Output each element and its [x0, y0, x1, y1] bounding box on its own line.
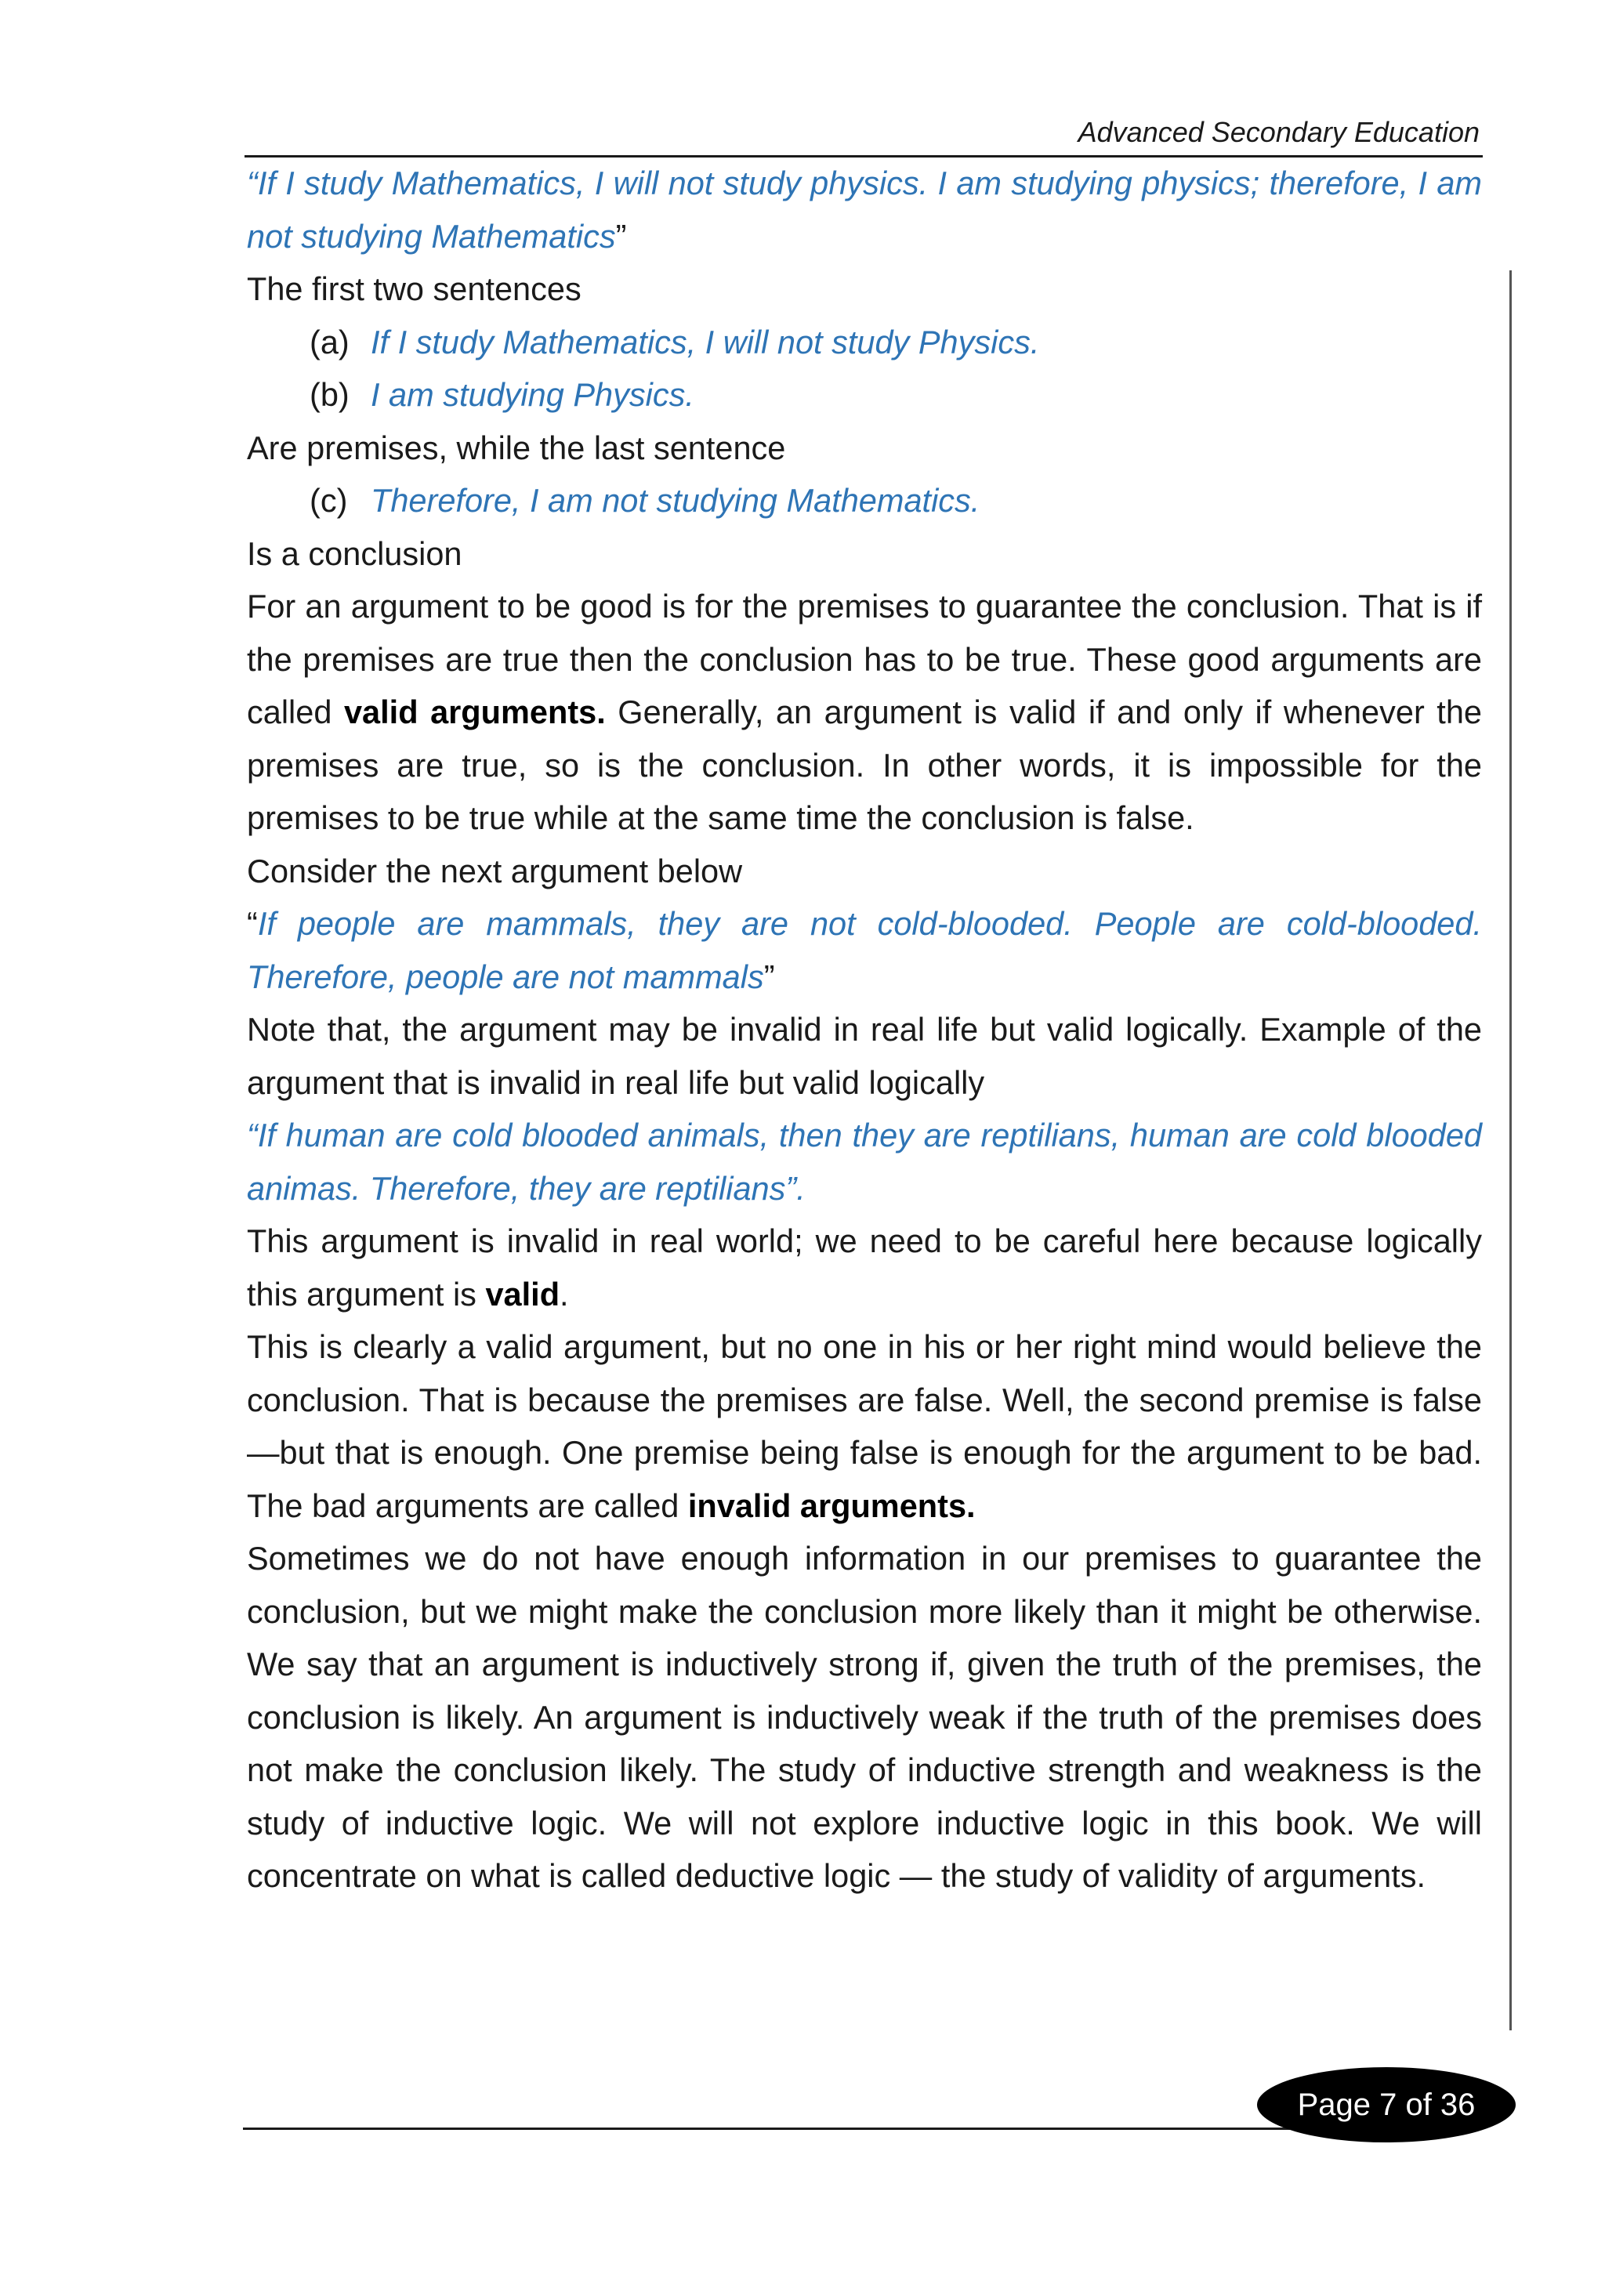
term-valid: valid — [485, 1275, 560, 1313]
page-content — [247, 157, 1482, 1903]
quote-close: ” — [763, 958, 775, 995]
margin-rule — [1509, 270, 1512, 2030]
paragraph-text: . — [560, 1275, 569, 1313]
list-item — [247, 316, 1482, 369]
invalid-real-world-paragraph — [247, 1215, 1482, 1320]
valid-arguments-paragraph — [247, 580, 1482, 845]
quote-paragraph-1 — [247, 157, 1482, 263]
item-label: (a) — [310, 323, 350, 360]
quote-close: ” — [615, 217, 627, 255]
paragraph-text: For an argument to be good is for the premises to guarantee the conclusion. That is if the premises are true then the conclusion has to be true. These good arguments are called — [247, 588, 1482, 730]
item-text: Therefore, I am not studying Mathematics. — [371, 482, 980, 519]
running-header: Advanced Secondary Education — [1078, 116, 1480, 148]
quote-paragraph-3: “If human are cold blooded animals, then they are reptilians, human are cold blooded animas. Therefore, they are reptilians”. — [247, 1117, 1482, 1207]
item-label: (b) — [310, 376, 350, 413]
is-conclusion-line: Is a conclusion — [247, 534, 462, 572]
list-item — [247, 368, 1482, 422]
term-invalid-arguments: invalid arguments. — [687, 1487, 976, 1524]
paragraph-text: This is clearly a valid argument, but no one in his or her right mind would believe the conclusion. That is because the premises are false. Well, the second premise is false—but that is enough. One premise being false is enough for the argument to be bad. The bad arguments are called — [247, 1328, 1482, 1524]
item-label: (c) — [310, 482, 348, 519]
quote-paragraph-2 — [247, 897, 1482, 1003]
quote-open: “ — [247, 905, 258, 942]
term-valid-arguments: valid arguments. — [343, 694, 606, 730]
footer-divider — [243, 2128, 1364, 2130]
paragraph-text: Generally, an argument is valid if and only if whenever the premises are true, so is the conclusion. In other words, it is impossible for the premises to be true while at the same time the conclusion is false. — [247, 694, 1482, 836]
inductive-logic-paragraph: Sometimes we do not have enough information in our premises to guarantee the conclusion, but we might make the conclusion more likely than it might be otherwise. We say that an argument is inductively strong if, given the truth of the premises, the conclusion is likely. An argument is inductively weak if the truth of the premises does not make the conclusion likely. The study of inductive strength and weakness is the study of inductive logic. We will not explore inductive logic in this book. We will concentrate on what is called deductive logic — the study of validity of arguments. — [247, 1540, 1482, 1894]
consider-line: Consider the next argument below — [247, 852, 743, 889]
list-item — [247, 474, 1482, 527]
are-premises-line: Are premises, while the last sentence — [247, 429, 786, 466]
page-number-badge: Page 7 of 36 — [1257, 2067, 1516, 2142]
item-text: I am studying Physics. — [371, 376, 694, 413]
item-text: If I study Mathematics, I will not study Physics. — [371, 323, 1040, 360]
paragraph-text: This argument is invalid in real world; we need to be careful here because logically this argument is — [247, 1222, 1482, 1313]
first-two-sentences: The first two sentences — [247, 270, 581, 307]
quote-text: If people are mammals, they are not cold-blooded. People are cold-blooded. Therefore, people are not mammals — [247, 905, 1482, 995]
note-paragraph: Note that, the argument may be invalid in real life but valid logically. Example of the argument that is invalid in real life but valid logically — [247, 1011, 1482, 1101]
quote-text: “If I study Mathematics, I will not study physics. I am studying physics; therefore, I am not studying Mathematics — [247, 165, 1482, 255]
invalid-arguments-paragraph — [247, 1320, 1482, 1532]
